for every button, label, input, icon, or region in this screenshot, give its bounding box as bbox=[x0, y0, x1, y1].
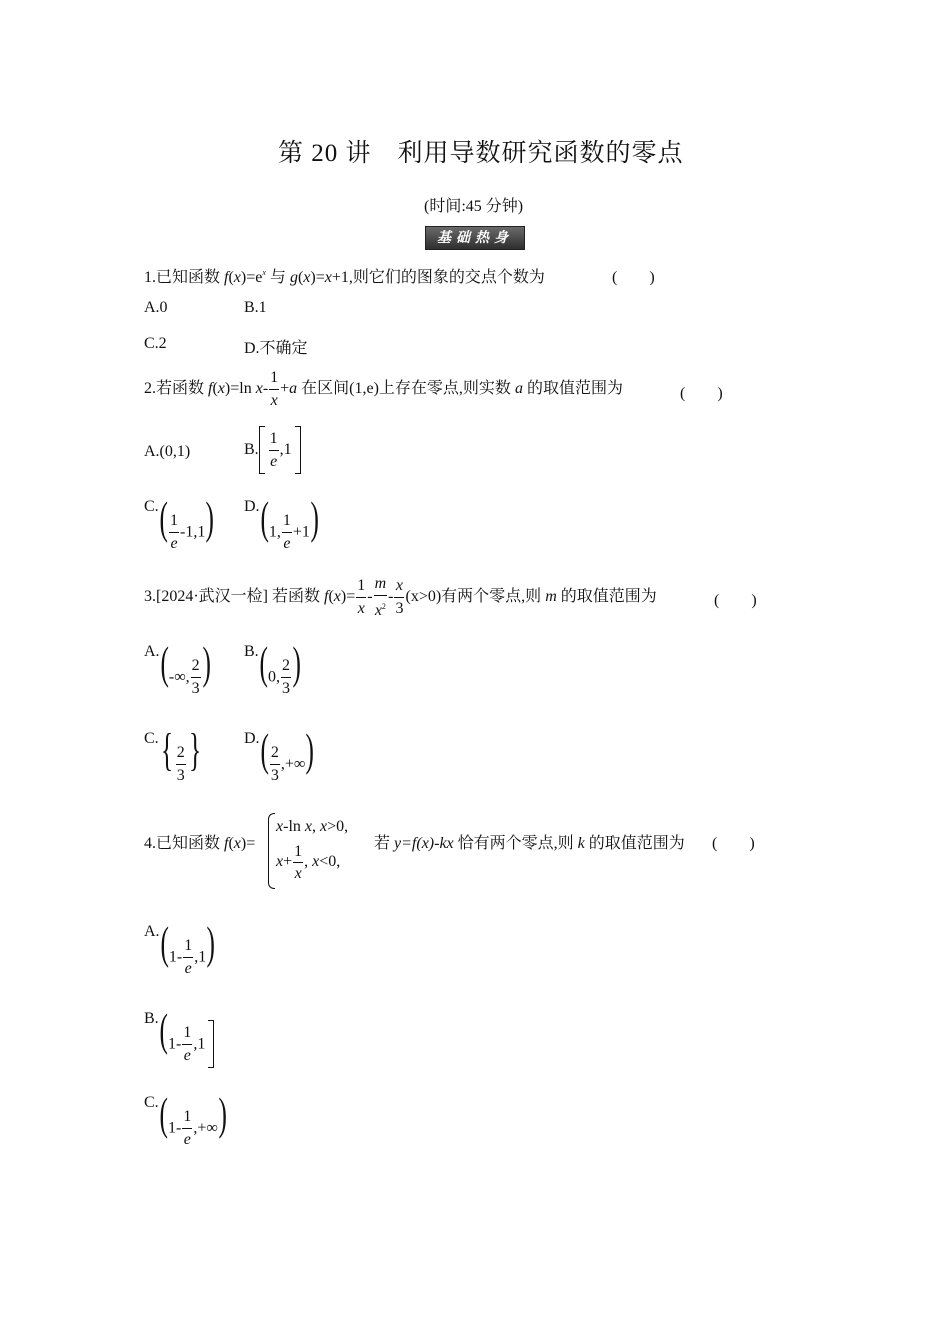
q3-option-a[interactable]: A.(-∞, $\frac{2}{3}$ ) bbox=[144, 637, 211, 697]
q1-option-c[interactable]: C.2 bbox=[144, 335, 167, 352]
q2-option-b[interactable]: B. $\frac{1}{e}$ ,1 bbox=[244, 426, 301, 474]
section-badge: 基础热身 bbox=[425, 226, 525, 250]
q1-option-d[interactable]: D.不确定 bbox=[244, 340, 308, 357]
q2-option-d[interactable]: D.(1, $\frac{1}{e}$ +1) bbox=[244, 492, 319, 552]
q3-option-b[interactable]: B.(0, $\frac{2}{3}$ ) bbox=[244, 637, 301, 697]
q3-option-d[interactable]: D.( $\frac{2}{3}$ ,+∞) bbox=[244, 724, 315, 784]
answer-blank-4[interactable]: ( ) bbox=[712, 835, 755, 852]
piecewise-row-2: x+ $\frac{1}{x}$ , x<0, bbox=[276, 843, 341, 882]
question-1: 1.已知函数 $f(x)=e^x$ 与 g(x)=x+1,则它们的图象的交点个数为 bbox=[144, 268, 545, 286]
answer-blank-1[interactable]: ( ) bbox=[612, 269, 655, 286]
piecewise-row-1: x-ln x, x>0, bbox=[276, 818, 349, 835]
piecewise-brace bbox=[268, 813, 275, 889]
time-limit: (时间:45 分钟) bbox=[424, 198, 524, 215]
question-2: 2.若函数 f(x)=ln x- $\frac{1}{x}$ +a 在区间(1,e)上存在零点,则实数 a 的取值范围为 bbox=[144, 369, 623, 409]
q4-option-c[interactable]: C.(1- $\frac{1}{e}$ ,+∞) bbox=[144, 1088, 227, 1148]
question-4-tail: 若 y=f(x)-kx 恰有两个零点,则 k 的取值范围为 bbox=[374, 835, 685, 852]
page-title: 第 20 讲 利用导数研究函数的零点 bbox=[278, 140, 684, 167]
answer-blank-2[interactable]: ( ) bbox=[680, 385, 723, 402]
q4-option-a[interactable]: A.(1- $\frac{1}{e}$ ,1) bbox=[144, 917, 216, 977]
q1-option-b[interactable]: B.1 bbox=[244, 299, 267, 316]
question-4-lead: 4.已知函数 f(x)= bbox=[144, 835, 256, 852]
q4-option-b[interactable]: B.(1- $\frac{1}{e}$ ,1 bbox=[144, 1010, 214, 1068]
q3-option-c[interactable]: C.{ $\frac{2}{3}$ } bbox=[144, 724, 201, 784]
question-3: 3.[2024·武汉一检] 若函数 f(x)= $\frac{1}{x}$ - $\frac{m}{x^2}$ - $\frac{x}{3}$ (x>0)有两个零点,则 m 的取值范围为 bbox=[144, 575, 657, 619]
q1-option-a[interactable]: A.0 bbox=[144, 299, 168, 316]
q2-option-a[interactable]: A.(0,1) bbox=[144, 443, 191, 460]
answer-blank-3[interactable]: ( ) bbox=[714, 592, 757, 609]
piecewise-definition bbox=[268, 813, 372, 887]
q2-option-c[interactable]: C.( $\frac{1}{e}$ -1,1) bbox=[144, 492, 215, 552]
